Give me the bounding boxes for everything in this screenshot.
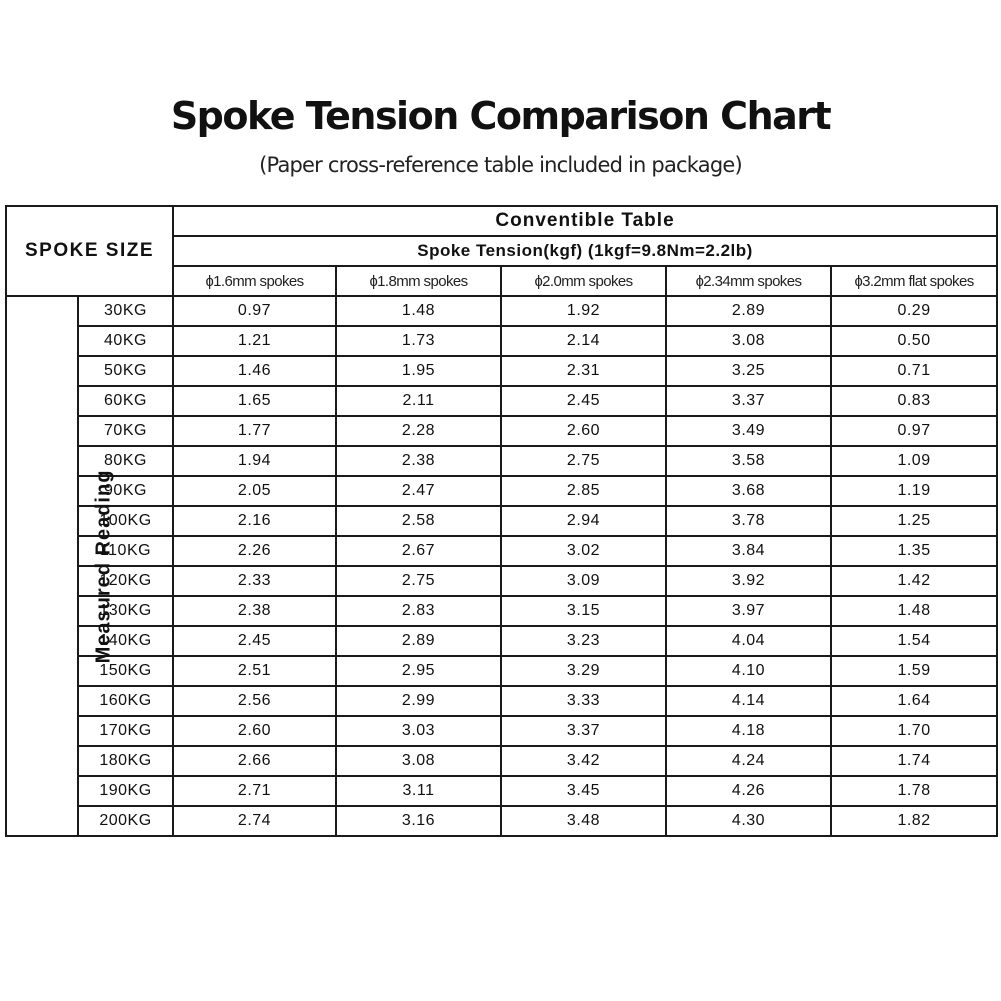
measured-reading-label: Measured Reading [92,469,115,663]
tension-value-cell: 2.66 [173,746,336,776]
spoke-size-header: SPOKE SIZE [6,206,173,296]
table-row [6,776,997,806]
tension-value-cell: 2.26 [173,536,336,566]
tension-value-cell: 2.58 [336,506,501,536]
tension-value-cell: 2.31 [501,356,666,386]
tension-value-cell: 2.85 [501,476,666,506]
measured-reading-label-cell [6,296,115,836]
measured-reading-cell: 120KG [78,566,173,596]
table-row [6,566,997,596]
tension-value-cell: 1.95 [336,356,501,386]
measured-reading-cell: 180KG [78,746,173,776]
tension-value-cell: 3.84 [666,536,831,566]
tension-value-cell: 2.71 [173,776,336,806]
tension-value-cell: 3.25 [666,356,831,386]
tension-value-cell: 1.82 [831,806,997,836]
tension-value-cell: 1.48 [831,596,997,626]
tension-value-cell: 2.45 [501,386,666,416]
measured-reading-cell: 40KG [78,326,173,356]
tension-value-cell: 0.29 [831,296,997,326]
table-row [6,476,997,506]
measured-reading-cell: 30KG [78,296,173,326]
tension-value-cell: 3.37 [501,716,666,746]
tension-value-cell: 3.48 [501,806,666,836]
tension-value-cell: 3.09 [501,566,666,596]
tension-value-cell: 2.83 [336,596,501,626]
measured-reading-cell: 150KG [78,656,173,686]
measured-reading-cell: 140KG [78,626,173,656]
table-row [6,596,997,626]
tension-value-cell: 2.75 [501,446,666,476]
column-header: ɸ1.8mm spokes [336,266,501,296]
tension-value-cell: 1.42 [831,566,997,596]
tension-value-cell: 3.68 [666,476,831,506]
table-row [6,806,997,836]
table-row [6,746,997,776]
tension-value-cell: 4.14 [666,686,831,716]
tension-value-cell: 2.14 [501,326,666,356]
tension-value-cell: 3.97 [666,596,831,626]
measured-reading-cell: 170KG [78,716,173,746]
tension-value-cell: 1.70 [831,716,997,746]
tension-value-cell: 3.49 [666,416,831,446]
tension-value-cell: 0.71 [831,356,997,386]
table-row [6,356,997,386]
table-row [6,446,997,476]
tension-value-cell: 3.08 [666,326,831,356]
column-header: ɸ2.34mm spokes [666,266,831,296]
tension-value-cell: 4.24 [666,746,831,776]
measured-reading-cell: 60KG [78,386,173,416]
tension-value-cell: 2.56 [173,686,336,716]
measured-reading-cell: 100KG [78,506,173,536]
tension-value-cell: 1.09 [831,446,997,476]
page-title: Spoke Tension Comparison Chart [170,94,831,138]
tension-value-cell: 2.47 [336,476,501,506]
table-row [6,656,997,686]
table-row [6,416,997,446]
tension-value-cell: 1.73 [336,326,501,356]
measured-reading-cell: 90KG [78,476,173,506]
table-row [6,326,997,356]
tension-value-cell: 1.65 [173,386,336,416]
tension-value-cell: 0.97 [173,296,336,326]
measured-reading-cell: 130KG [78,596,173,626]
page-subtitle: (Paper cross-reference table included in package) [259,153,742,177]
table-row [6,626,997,656]
tension-value-cell: 2.16 [173,506,336,536]
tension-value-cell: 3.23 [501,626,666,656]
measured-reading-cell: 110KG [78,536,173,566]
tension-value-cell: 1.92 [501,296,666,326]
tension-value-cell: 1.46 [173,356,336,386]
tension-value-cell: 3.42 [501,746,666,776]
tension-value-cell: 1.94 [173,446,336,476]
tension-value-cell: 2.99 [336,686,501,716]
measured-reading-cell: 80KG [78,446,173,476]
tension-value-cell: 1.64 [831,686,997,716]
tension-value-cell: 3.58 [666,446,831,476]
tension-value-cell: 2.28 [336,416,501,446]
tension-value-cell: 0.83 [831,386,997,416]
tension-value-cell: 3.33 [501,686,666,716]
spoke-tension-table [5,205,998,837]
tension-value-cell: 3.03 [336,716,501,746]
tension-value-cell: 2.94 [501,506,666,536]
tension-value-cell: 1.19 [831,476,997,506]
tension-value-cell: 3.02 [501,536,666,566]
tension-value-cell: 4.10 [666,656,831,686]
tension-value-cell: 1.25 [831,506,997,536]
tension-value-cell: 3.92 [666,566,831,596]
table-row [6,716,997,746]
tension-value-cell: 2.45 [173,626,336,656]
tension-value-cell: 3.11 [336,776,501,806]
tension-value-cell: 3.45 [501,776,666,806]
tension-value-cell: 2.89 [666,296,831,326]
tension-value-cell: 3.78 [666,506,831,536]
tension-value-cell: 1.77 [173,416,336,446]
tension-value-cell: 4.18 [666,716,831,746]
table-row [6,386,997,416]
conventible-table-header: Conventible Table [173,206,997,236]
spoke-tension-header: Spoke Tension(kgf) (1kgf=9.8Nm=2.2lb) [173,236,997,266]
tension-value-cell: 1.35 [831,536,997,566]
tension-value-cell: 1.59 [831,656,997,686]
tension-value-cell: 1.21 [173,326,336,356]
tension-value-cell: 2.60 [501,416,666,446]
tension-value-cell: 1.74 [831,746,997,776]
table-row [6,296,997,326]
measured-reading-cell: 70KG [78,416,173,446]
tension-value-cell: 4.26 [666,776,831,806]
tension-value-cell: 1.78 [831,776,997,806]
tension-value-cell: 3.08 [336,746,501,776]
measured-reading-cell: 190KG [78,776,173,806]
tension-value-cell: 2.74 [173,806,336,836]
tension-value-cell: 2.60 [173,716,336,746]
tension-value-cell: 2.67 [336,536,501,566]
tension-value-cell: 3.15 [501,596,666,626]
tension-value-cell: 2.05 [173,476,336,506]
tension-value-cell: 0.50 [831,326,997,356]
tension-value-cell: 0.97 [831,416,997,446]
tension-value-cell: 2.95 [336,656,501,686]
measured-reading-cell: 200KG [78,806,173,836]
tension-value-cell: 3.16 [336,806,501,836]
tension-value-cell: 2.38 [173,596,336,626]
table-row [6,536,997,566]
tension-value-cell: 2.89 [336,626,501,656]
tension-value-cell: 4.30 [666,806,831,836]
tension-value-cell: 4.04 [666,626,831,656]
tension-value-cell: 3.29 [501,656,666,686]
tension-value-cell: 2.75 [336,566,501,596]
tension-value-cell: 1.54 [831,626,997,656]
column-header: ɸ2.0mm spokes [501,266,666,296]
tension-value-cell: 1.48 [336,296,501,326]
column-header: ɸ1.6mm spokes [173,266,336,296]
tension-value-cell: 2.11 [336,386,501,416]
table-row [6,686,997,716]
measured-reading-cell: 160KG [78,686,173,716]
tension-value-cell: 2.51 [173,656,336,686]
column-header: ɸ3.2mm flat spokes [831,266,997,296]
tension-value-cell: 2.33 [173,566,336,596]
measured-reading-cell: 50KG [78,356,173,386]
table-row [6,506,997,536]
tension-value-cell: 2.38 [336,446,501,476]
tension-value-cell: 3.37 [666,386,831,416]
